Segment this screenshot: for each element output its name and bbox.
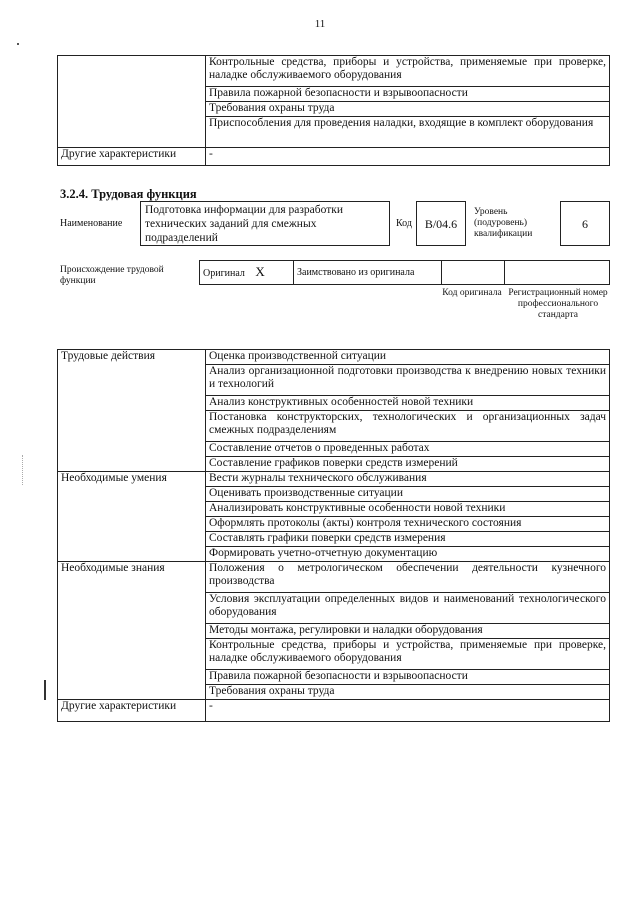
- reg-caption: Регистрационный номер профессионального стандарта: [508, 288, 608, 320]
- top-table-item: Контрольные средства, приборы и устройства, применяемые при проверке, наладке обслуживаемого оборудования: [206, 56, 610, 87]
- labor-action-item: Анализ организационной подготовки производства к внедрению новых техники и технологий: [206, 365, 610, 396]
- labor-action-item: Оценка производственной ситуации: [206, 350, 610, 365]
- required-skills-label: Необходимые умения: [58, 472, 206, 562]
- code-label: Код: [396, 218, 412, 229]
- knowledge-item: Методы монтажа, регулировки и наладки оборудования: [206, 624, 610, 639]
- main-table: [57, 349, 610, 722]
- other-characteristics-value: -: [206, 148, 610, 166]
- other-characteristics-label: Другие характеристики: [58, 700, 206, 722]
- top-table: [57, 55, 610, 166]
- required-knowledge-label: Необходимые знания: [58, 562, 206, 700]
- top-table-blank-cell: [58, 56, 206, 148]
- origin-code-cell: [442, 261, 505, 285]
- scan-mark: [44, 680, 46, 700]
- level-value: 6: [582, 217, 588, 231]
- origin-label: Происхождение трудовой функции: [60, 265, 164, 286]
- level-box: [560, 201, 610, 246]
- section-heading: 3.2.4. Трудовая функция: [60, 187, 197, 201]
- labor-action-item: Постановка конструкторских, технологических и организационных задач смежных подразделениям: [206, 411, 610, 442]
- labor-action-item: Анализ конструктивных особенностей новой техники: [206, 396, 610, 411]
- page-number: 11: [314, 18, 326, 30]
- knowledge-item: Контрольные средства, приборы и устройства, применяемые при проверке, наладке обслуживаемого оборудования: [206, 639, 610, 670]
- top-table-item: Правила пожарной безопасности и взрывоопасности: [206, 87, 610, 102]
- scan-dot: [17, 43, 19, 45]
- original-label: Оригинал: [203, 268, 245, 279]
- skill-item: Вести журналы технического обслуживания: [206, 472, 610, 487]
- knowledge-item: Положения о метрологическом обеспечении деятельности кузнечного производства: [206, 562, 610, 593]
- skill-item: Анализировать конструктивные особенности новой техники: [206, 502, 610, 517]
- original-mark: X: [255, 264, 265, 279]
- knowledge-item: Требования охраны труда: [206, 685, 610, 700]
- labor-actions-label: Трудовые действия: [58, 350, 206, 472]
- function-name-box: [140, 201, 390, 246]
- origin-reg-cell: [505, 261, 610, 285]
- knowledge-item: Правила пожарной безопасности и взрывоопасности: [206, 670, 610, 685]
- code-caption: Код оригинала: [442, 288, 502, 298]
- origin-table: [199, 260, 610, 285]
- skill-item: Оформлять протоколы (акты) контроля технического состояния: [206, 517, 610, 532]
- skill-item: Формировать учетно-отчетную документацию: [206, 547, 610, 562]
- code-box: [416, 201, 466, 246]
- original-cell: [200, 261, 294, 285]
- skill-item: Составлять графики поверки средств измерения: [206, 532, 610, 547]
- skill-item: Оценивать производственные ситуации: [206, 487, 610, 502]
- name-label: Наименование: [60, 218, 123, 229]
- other-characteristics-label: Другие характеристики: [58, 148, 206, 166]
- code-value: B/04.6: [424, 217, 458, 231]
- top-table-item: Требования охраны труда: [206, 102, 610, 117]
- other-characteristics-value: -: [206, 700, 610, 722]
- function-name-value: Подготовка информации для разработки технических заданий для смежных подразделений: [145, 204, 343, 244]
- borrowed-label: Заимствовано из оригинала: [294, 261, 442, 285]
- top-table-item: Приспособления для проведения наладки, входящие в комплект оборудования: [206, 117, 610, 148]
- labor-action-item: Составление графиков поверки средств измерений: [206, 457, 610, 472]
- scan-dots: [22, 455, 23, 485]
- level-label: Уровень (подуровень) квалификации: [474, 207, 533, 239]
- knowledge-item: Условия эксплуатации определенных видов и наименований технологического оборудования: [206, 593, 610, 624]
- labor-action-item: Составление отчетов о проведенных работах: [206, 442, 610, 457]
